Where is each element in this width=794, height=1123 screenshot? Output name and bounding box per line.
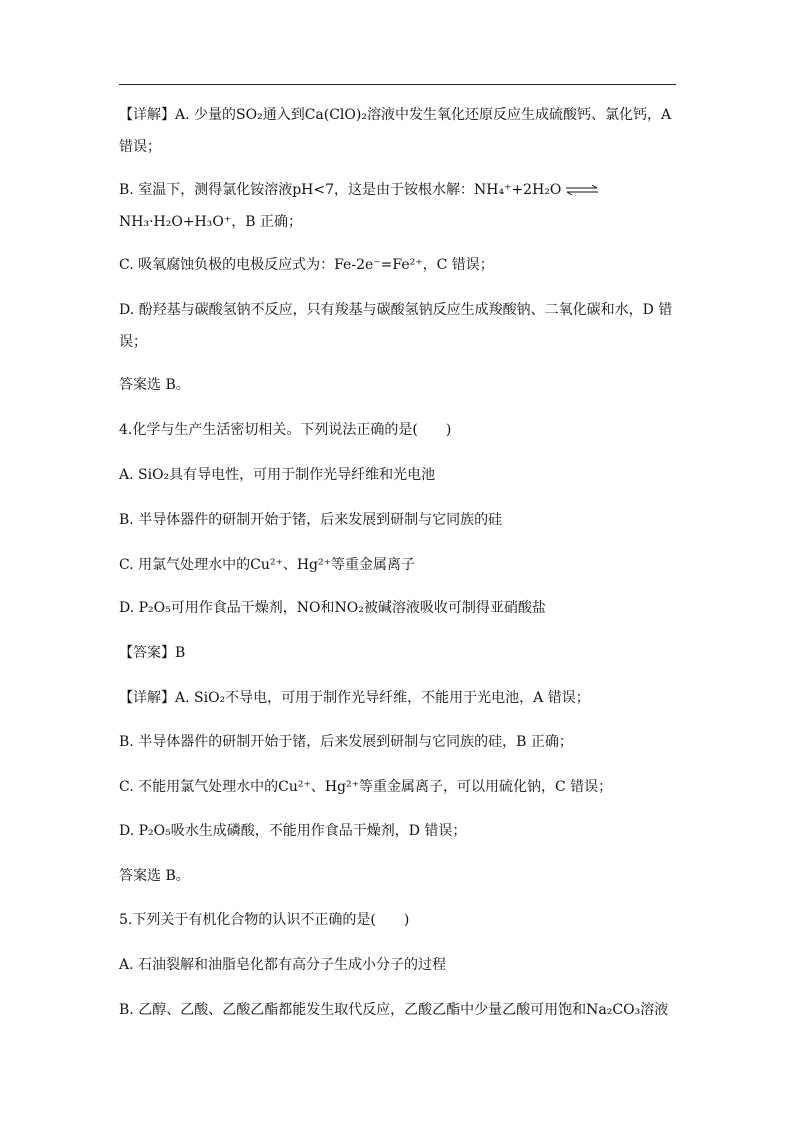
q5-option-a: A. 石油裂解和油脂皂化都有高分子生成小分子的过程 [119,957,447,973]
q4-option-c: C. 用氯气处理水中的Cu²⁺、Hg²⁺等重金属离子 [119,557,416,573]
q4-detail-b: B. 半导体器件的研制开始于锗，后来发展到研制与它同族的硅，B 正确； [119,734,573,750]
q3-option-d-line1: D. 酚羟基与碳酸氢钠不反应，只有羧基与碳酸氢钠反应生成羧酸钠、二氧化碳和水，D 错 [119,302,673,318]
q5-stem: 5.下列关于有机化合物的认识不正确的是( ) [119,912,410,928]
q4-stem: 4.化学与生产生活密切相关。下列说法正确的是( ) [119,422,452,438]
q5-option-b: B. 乙醇、乙酸、乙酸乙酯都能发生取代反应，乙酸乙酯中少量乙酸可用饱和Na₂CO₃溶液 [119,1002,669,1018]
q3-option-b-text: B. 室温下，测得氯化铵溶液pH<7，这是由于铵根水解：NH₄⁺+2H₂O [119,182,562,198]
q4-option-b: B. 半导体器件的研制开始于锗，后来发展到研制与它同族的硅 [119,512,503,528]
q3-option-b-line1 [119,180,679,200]
q3-option-d-line2: 误； [119,334,147,350]
q3-answer-choice: 答案选 B。 [119,377,190,393]
q4-option-a: A. SiO₂具有导电性，可用于制作光导纤维和光电池 [119,467,436,483]
equilibrium-arrow-icon [565,185,599,195]
q3-detail-a-line2: 错误； [119,139,161,155]
q4-detail-d: D. P₂O₅吸水生成磷酸，不能用作食品干燥剂，D 错误； [119,823,467,839]
q4-answer: 【答案】B [119,645,186,661]
q4-answer-choice: 答案选 B。 [119,868,190,884]
header-rule [119,84,676,85]
q4-detail-a: 【详解】A. SiO₂不导电，可用于制作光导纤维，不能用于光电池，A 错误； [119,690,590,706]
q3-detail-a-line1: 【详解】A. 少量的SO₂通入到Ca(ClO)₂溶液中发生氧化还原反应生成硫酸钙、氯化钙，A [119,107,672,123]
q3-option-c: C. 吸氧腐蚀负极的电极反应式为：Fe-2e⁻=Fe²⁺，C 错误； [119,257,494,273]
q4-option-d: D. P₂O₅可用作食品干燥剂，NO和NO₂被碱溶液吸收可制得亚硝酸盐 [119,600,546,616]
q4-detail-c: C. 不能用氯气处理水中的Cu²⁺、Hg²⁺等重金属离子，可以用硫化钠，C 错误； [119,779,613,795]
q3-option-b-line2: NH₃·H₂O+H₃O⁺，B 正确； [119,214,302,230]
